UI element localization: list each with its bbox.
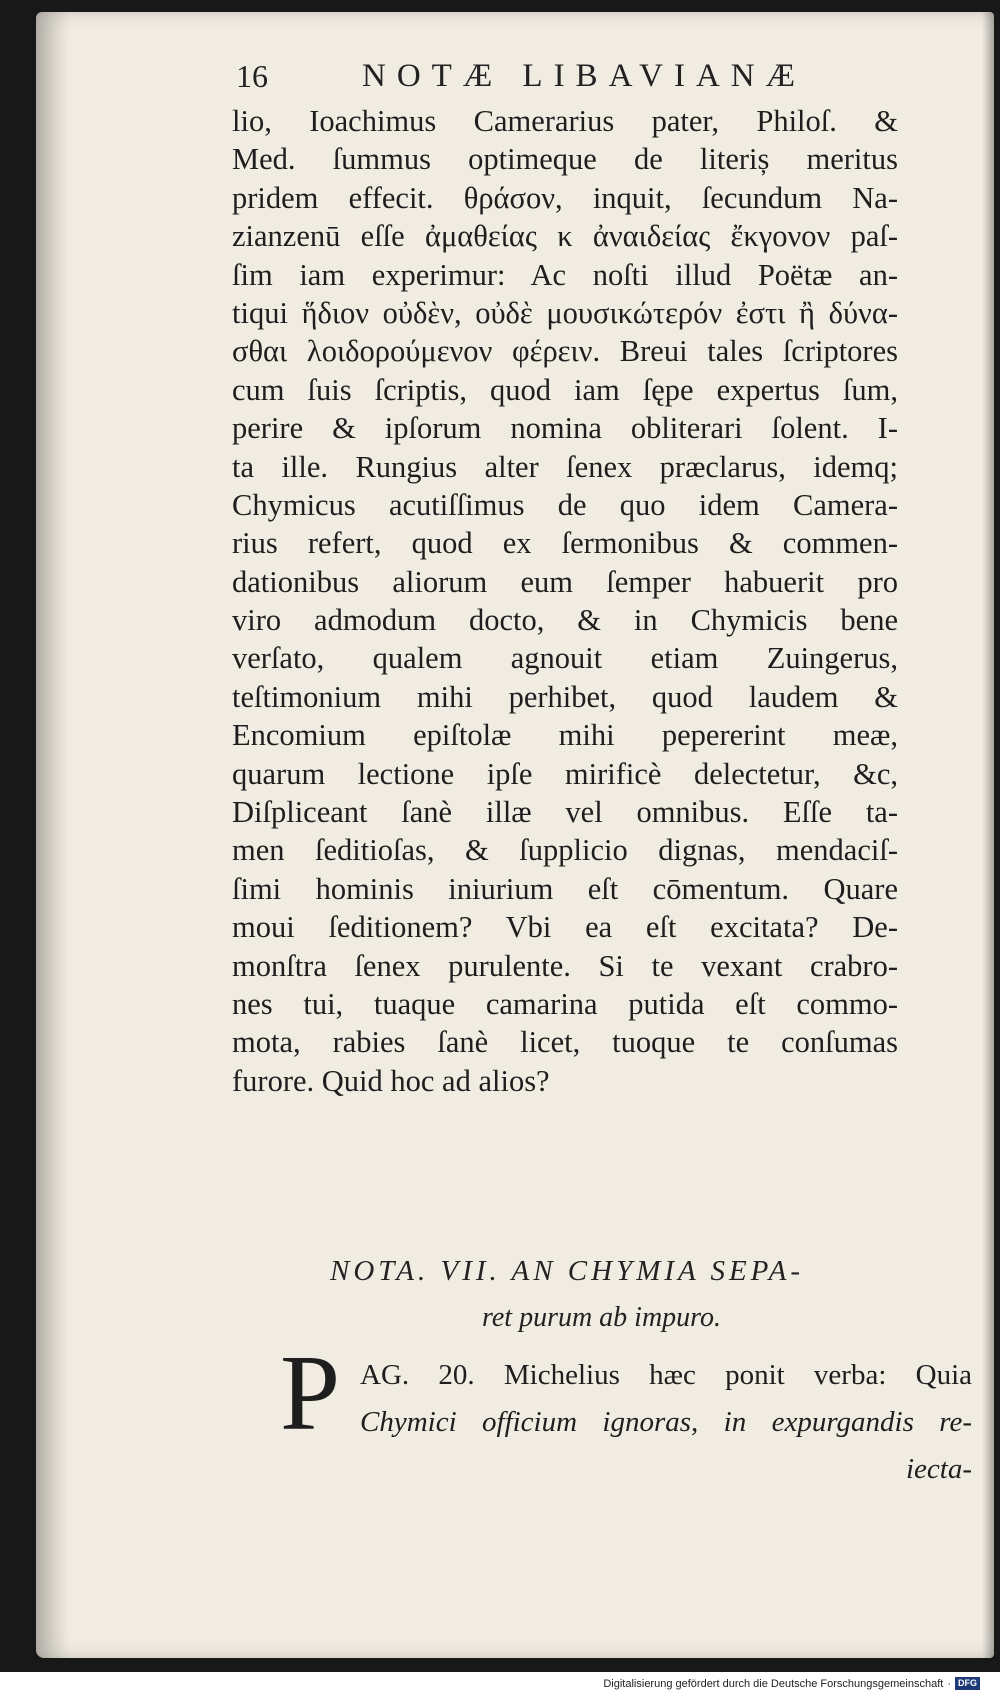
body-text bbox=[232, 102, 898, 1100]
text-line: ſim iam experimur: Ac noſti illud Poëtæ an- bbox=[232, 257, 898, 292]
text-line: mota, rabies ſanè licet, tuoque te conſumas bbox=[232, 1025, 898, 1060]
dfg-logo: DFG bbox=[955, 1677, 980, 1690]
text-line: ta ille. Rungius alter ſenex præclarus, idemq; bbox=[232, 449, 898, 484]
drop-cap: P bbox=[280, 1334, 341, 1453]
text-line: viro admodum docto, & in Chymicis bene bbox=[232, 603, 898, 638]
text-line: monſtra ſenex purulente. Si te vexant crabro- bbox=[232, 948, 898, 983]
text-line: pridem effecit. θράσον, inquit, ſecundum Na- bbox=[232, 180, 898, 215]
text-line: Med. ſummus optimeque de literiș meritus bbox=[232, 142, 898, 177]
text-line: Chymicus acutiſſimus de quo idem Camera- bbox=[232, 487, 898, 522]
text-line: teſtimonium mihi perhibet, quod laudem & bbox=[232, 679, 898, 714]
text-line: AG. 20. Michelius hæc ponit verba: Quia bbox=[360, 1359, 972, 1391]
text-line: Diſpliceant ſanè illæ vel omnibus. Eſſe ta- bbox=[232, 795, 898, 830]
text-line: Chymici officium ignoras, in expurgandis re- bbox=[360, 1406, 972, 1438]
digitization-credit: Digitalisierung gefördert durch die Deutsche Forschungsgemeinschaft · DFG bbox=[603, 1677, 980, 1690]
page-edge-shadow bbox=[982, 12, 994, 1658]
running-title: NOTÆ LIBAVIANÆ bbox=[362, 58, 806, 94]
gutter-shadow bbox=[36, 12, 70, 1658]
text-line: σθαι λοιδορούμενον φέρειν. Breui tales ſcriptores bbox=[232, 334, 898, 369]
text-line: rius refert, quod ex ſermonibus & commen- bbox=[232, 526, 898, 561]
section-heading: NOTA. VII. AN CHYMIA SEPA- bbox=[330, 1255, 805, 1287]
text-line: lio, Ioachimus Camerarius pater, Philoſ. & bbox=[232, 104, 898, 138]
text-line: furore. Quid hoc ad alios? bbox=[232, 1063, 550, 1098]
text-line: perire & ipſorum nomina obliterari ſolent. I- bbox=[232, 411, 898, 446]
text-line: iecta- bbox=[905, 1453, 972, 1485]
text-line: ſimi hominis iniurium eſt cōmentum. Quare bbox=[232, 871, 898, 906]
text-line: quarum lectione ipſe mirificè delectetur, &c, bbox=[232, 756, 898, 791]
section-heading-continued: ret purum ab impuro. bbox=[482, 1302, 722, 1333]
text-line: dationibus aliorum eum ſemper habuerit pro bbox=[232, 564, 898, 599]
text-line: verſato, qualem agnouit etiam Zuingerus, bbox=[232, 641, 898, 676]
text-line: moui ſeditionem? Vbi ea eſt excitata? De- bbox=[232, 910, 898, 945]
text-line: Encomium epiſtolæ mihi pepererint meæ, bbox=[232, 718, 898, 753]
text-line: zianzenū eſſe ἀμαθείας κ ἀναιδείας ἔκγονον paſ- bbox=[232, 219, 898, 254]
credit-text: Digitalisierung gefördert durch die Deutsche Forschungsgemeinschaft bbox=[603, 1677, 944, 1690]
text-line: men ſeditioſas, & ſupplicio dignas, mendaciſ- bbox=[232, 833, 898, 868]
section-paragraph bbox=[360, 1352, 972, 1493]
text-line: nes tui, tuaque camarina putida eſt commo- bbox=[232, 986, 898, 1021]
text-line: tiqui ἥδιον οὐδὲν, οὐδὲ μουσικώτερόν ἐστι ἢ δύνα- bbox=[232, 295, 898, 330]
page-number: 16 bbox=[236, 58, 268, 94]
text-line: cum ſuis ſcriptis, quod iam ſępe expertus ſum, bbox=[232, 372, 898, 407]
